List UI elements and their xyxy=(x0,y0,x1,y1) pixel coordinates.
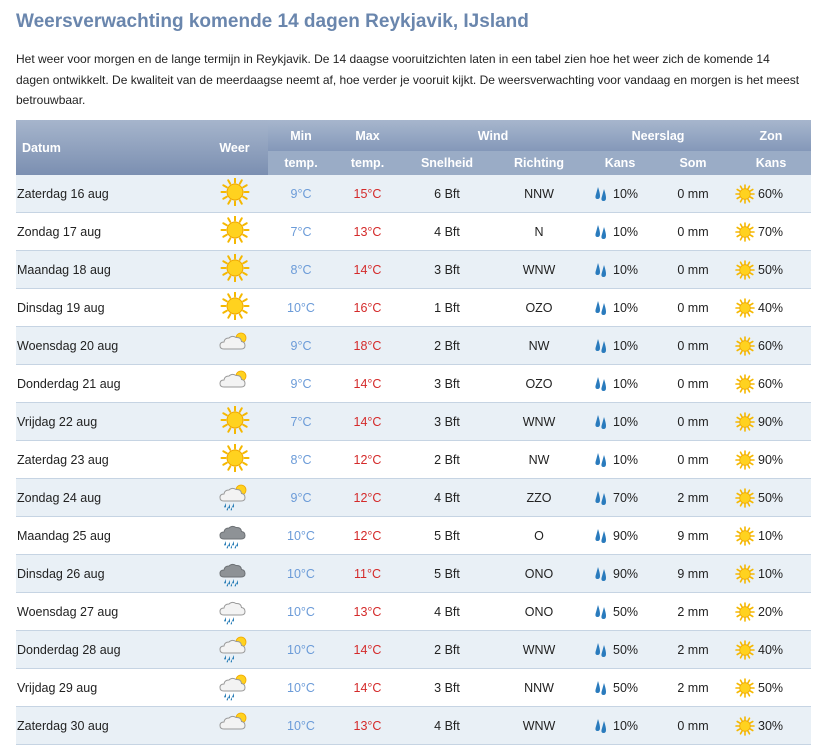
row-date: Zaterdag 16 aug xyxy=(16,175,201,213)
intro-text: Het weer voor morgen en de lange termijn in Reykjavik. De 14 daagse vooruitzichten laten in een tabel zien hoe het weer zich de komende 14 dagen ontwikkelt. De kwaliteit van de meerdaagse neemt af, hoe verder je vooruit kijkt. De weersverwachting voor vandaag en morgen is het meest betrouwbaar. xyxy=(16,52,800,107)
row-sun-chance-cell xyxy=(731,669,811,707)
row-min-temp: 8°C xyxy=(268,251,334,289)
row-rain-sum: 9 mm xyxy=(655,517,731,555)
row-weather xyxy=(201,707,268,745)
row-sun-chance-cell xyxy=(731,289,811,327)
header-min-temp: temp. xyxy=(268,151,334,175)
table-row xyxy=(16,631,811,669)
row-sun-chance: 40% xyxy=(758,300,784,315)
row-date: Woensdag 27 aug xyxy=(16,593,201,631)
table-row xyxy=(16,555,811,593)
row-max-temp: 14°C xyxy=(334,251,401,289)
sun-icon xyxy=(220,444,250,472)
row-rain-chance-cell xyxy=(585,555,655,593)
row-min-temp: 10°C xyxy=(268,707,334,745)
row-wind-speed: 3 Bft xyxy=(401,669,493,707)
sun-icon xyxy=(735,184,755,204)
row-max-temp: 12°C xyxy=(334,441,401,479)
row-max-temp: 14°C xyxy=(334,403,401,441)
sun-icon xyxy=(735,450,755,470)
sun-icon xyxy=(735,374,755,394)
table-row xyxy=(16,365,811,403)
row-date: Maandag 18 aug xyxy=(16,251,201,289)
row-max-temp: 12°C xyxy=(334,517,401,555)
row-sun-chance-cell xyxy=(731,479,811,517)
row-rain-sum: 2 mm xyxy=(655,593,731,631)
row-wind-speed: 2 Bft xyxy=(401,327,493,365)
row-max-temp: 13°C xyxy=(334,707,401,745)
row-min-temp: 8°C xyxy=(268,441,334,479)
row-weather xyxy=(201,365,268,403)
row-rain-sum: 0 mm xyxy=(655,707,731,745)
row-min-temp: 10°C xyxy=(268,289,334,327)
row-sun-chance-cell xyxy=(731,327,811,365)
row-wind-speed: 4 Bft xyxy=(401,593,493,631)
row-rain-chance-cell xyxy=(585,441,655,479)
row-min-temp: 9°C xyxy=(268,175,334,213)
row-wind-direction: WNW xyxy=(493,251,585,289)
row-rain-chance: 50% xyxy=(613,680,639,695)
header-max-temp: temp. xyxy=(334,151,401,175)
raindrop-icon xyxy=(593,223,609,241)
cloud-sun-icon xyxy=(218,709,252,739)
row-wind-direction: NW xyxy=(493,441,585,479)
row-date: Zaterdag 23 aug xyxy=(16,441,201,479)
raindrop-icon xyxy=(593,375,609,393)
forecast-rows xyxy=(16,175,811,745)
row-rain-chance-cell xyxy=(585,289,655,327)
row-sun-chance: 10% xyxy=(758,528,784,543)
sun-icon xyxy=(735,488,755,508)
raindrop-icon xyxy=(593,337,609,355)
row-wind-speed: 5 Bft xyxy=(401,517,493,555)
raindrop-icon xyxy=(593,641,609,659)
header-min: Min xyxy=(268,120,334,151)
table-row xyxy=(16,479,811,517)
row-rain-chance-cell xyxy=(585,251,655,289)
sun-icon xyxy=(735,412,755,432)
sun-icon xyxy=(735,336,755,356)
heavy-rain-icon xyxy=(218,557,252,587)
row-sun-chance-cell xyxy=(731,175,811,213)
row-wind-direction: NW xyxy=(493,327,585,365)
table-row xyxy=(16,517,811,555)
row-sun-chance: 20% xyxy=(758,604,784,619)
row-weather xyxy=(201,669,268,707)
row-wind-direction: O xyxy=(493,517,585,555)
sun-icon xyxy=(735,678,755,698)
row-max-temp: 18°C xyxy=(334,327,401,365)
row-wind-speed: 4 Bft xyxy=(401,213,493,251)
row-rain-chance: 90% xyxy=(613,566,639,581)
row-weather xyxy=(201,289,268,327)
row-sun-chance-cell xyxy=(731,213,811,251)
header-max: Max xyxy=(334,120,401,151)
row-weather xyxy=(201,213,268,251)
sun-icon xyxy=(220,292,250,320)
row-rain-chance: 10% xyxy=(613,186,639,201)
sun-icon xyxy=(735,222,755,242)
row-rain-sum: 0 mm xyxy=(655,365,731,403)
row-date: Zaterdag 30 aug xyxy=(16,707,201,745)
sun-icon xyxy=(735,564,755,584)
raindrop-icon xyxy=(593,299,609,317)
row-rain-chance: 70% xyxy=(613,490,639,505)
row-sun-chance: 50% xyxy=(758,262,784,277)
row-rain-chance-cell xyxy=(585,669,655,707)
row-sun-chance-cell xyxy=(731,707,811,745)
row-rain-sum: 0 mm xyxy=(655,327,731,365)
row-sun-chance: 90% xyxy=(758,414,784,429)
row-max-temp: 14°C xyxy=(334,669,401,707)
row-min-temp: 10°C xyxy=(268,631,334,669)
table-row xyxy=(16,441,811,479)
row-wind-speed: 4 Bft xyxy=(401,707,493,745)
table-row xyxy=(16,669,811,707)
row-rain-chance-cell xyxy=(585,403,655,441)
row-rain-chance: 50% xyxy=(613,604,639,619)
header-wind: Wind xyxy=(401,120,585,151)
row-rain-chance: 10% xyxy=(613,452,639,467)
row-sun-chance-cell xyxy=(731,251,811,289)
row-sun-chance: 60% xyxy=(758,338,784,353)
raindrop-icon xyxy=(593,717,609,735)
table-row xyxy=(16,175,811,213)
row-wind-speed: 3 Bft xyxy=(401,365,493,403)
heavy-rain-icon xyxy=(218,519,252,549)
row-date: Vrijdag 22 aug xyxy=(16,403,201,441)
row-rain-sum: 2 mm xyxy=(655,631,731,669)
row-weather xyxy=(201,175,268,213)
row-wind-direction: N xyxy=(493,213,585,251)
row-min-temp: 10°C xyxy=(268,593,334,631)
row-sun-chance-cell xyxy=(731,555,811,593)
row-sun-chance: 30% xyxy=(758,718,784,733)
row-wind-speed: 1 Bft xyxy=(401,289,493,327)
table-row xyxy=(16,403,811,441)
row-weather xyxy=(201,403,268,441)
cloud-sun-icon xyxy=(218,367,252,397)
table-row xyxy=(16,289,811,327)
row-sun-chance-cell xyxy=(731,631,811,669)
row-wind-speed: 4 Bft xyxy=(401,479,493,517)
raindrop-icon xyxy=(593,603,609,621)
row-rain-chance: 10% xyxy=(613,718,639,733)
row-sun-chance-cell xyxy=(731,403,811,441)
table-row xyxy=(16,707,811,745)
row-rain-sum: 0 mm xyxy=(655,251,731,289)
row-max-temp: 16°C xyxy=(334,289,401,327)
row-wind-direction: WNW xyxy=(493,631,585,669)
row-rain-chance: 50% xyxy=(613,642,639,657)
sun-icon xyxy=(220,254,250,282)
page-title: Weersverwachting komende 14 dagen Reykjavik, IJsland xyxy=(16,11,529,32)
row-sun-chance-cell xyxy=(731,593,811,631)
row-rain-chance: 10% xyxy=(613,262,639,277)
row-wind-speed: 2 Bft xyxy=(401,441,493,479)
raindrop-icon xyxy=(593,489,609,507)
sun-icon xyxy=(735,298,755,318)
row-date: Zondag 17 aug xyxy=(16,213,201,251)
sun-icon xyxy=(735,716,755,736)
raindrop-icon xyxy=(593,679,609,697)
row-date: Dinsdag 26 aug xyxy=(16,555,201,593)
header-snelheid: Snelheid xyxy=(401,151,493,175)
row-sun-chance: 10% xyxy=(758,566,784,581)
sun-icon xyxy=(220,406,250,434)
sun-icon xyxy=(735,526,755,546)
row-wind-direction: OZO xyxy=(493,289,585,327)
row-rain-sum: 2 mm xyxy=(655,479,731,517)
row-max-temp: 14°C xyxy=(334,365,401,403)
raindrop-icon xyxy=(593,565,609,583)
sun-icon xyxy=(220,178,250,206)
row-sun-chance-cell xyxy=(731,441,811,479)
row-max-temp: 12°C xyxy=(334,479,401,517)
row-rain-chance: 10% xyxy=(613,338,639,353)
row-weather xyxy=(201,631,268,669)
row-min-temp: 10°C xyxy=(268,555,334,593)
row-rain-sum: 0 mm xyxy=(655,289,731,327)
raindrop-icon xyxy=(593,261,609,279)
row-wind-direction: OZO xyxy=(493,365,585,403)
row-max-temp: 14°C xyxy=(334,631,401,669)
raindrop-icon xyxy=(593,413,609,431)
row-weather xyxy=(201,327,268,365)
cloud-sun-rain-icon xyxy=(218,481,252,511)
cloud-sun-rain-icon xyxy=(218,633,252,663)
header-som: Som xyxy=(655,151,731,175)
row-min-temp: 9°C xyxy=(268,365,334,403)
raindrop-icon xyxy=(593,451,609,469)
row-wind-speed: 2 Bft xyxy=(401,631,493,669)
row-sun-chance: 90% xyxy=(758,452,784,467)
row-rain-chance: 10% xyxy=(613,224,639,239)
table-row xyxy=(16,251,811,289)
row-rain-sum: 0 mm xyxy=(655,441,731,479)
row-min-temp: 7°C xyxy=(268,403,334,441)
header-zon: Zon xyxy=(731,120,811,151)
row-wind-speed: 3 Bft xyxy=(401,251,493,289)
row-wind-speed: 3 Bft xyxy=(401,403,493,441)
row-sun-chance: 60% xyxy=(758,186,784,201)
row-rain-chance: 10% xyxy=(613,376,639,391)
sun-icon xyxy=(735,260,755,280)
row-rain-chance-cell xyxy=(585,175,655,213)
row-date: Woensdag 20 aug xyxy=(16,327,201,365)
row-wind-speed: 5 Bft xyxy=(401,555,493,593)
row-rain-chance-cell xyxy=(585,365,655,403)
header-weer: Weer xyxy=(201,120,268,175)
sun-icon xyxy=(735,640,755,660)
row-wind-direction: ONO xyxy=(493,555,585,593)
table-row xyxy=(16,213,811,251)
raindrop-icon xyxy=(593,185,609,203)
row-max-temp: 13°C xyxy=(334,593,401,631)
row-sun-chance: 50% xyxy=(758,490,784,505)
header-kans: Kans xyxy=(585,151,655,175)
row-min-temp: 10°C xyxy=(268,517,334,555)
row-rain-chance-cell xyxy=(585,479,655,517)
row-weather xyxy=(201,479,268,517)
header-neerslag: Neerslag xyxy=(585,120,731,151)
row-sun-chance-cell xyxy=(731,517,811,555)
row-rain-chance-cell xyxy=(585,631,655,669)
row-wind-direction: WNW xyxy=(493,707,585,745)
cloud-sun-icon xyxy=(218,329,252,359)
row-date: Maandag 25 aug xyxy=(16,517,201,555)
cloud-sun-rain-icon xyxy=(218,671,252,701)
row-date: Dinsdag 19 aug xyxy=(16,289,201,327)
row-wind-speed: 6 Bft xyxy=(401,175,493,213)
row-sun-chance: 50% xyxy=(758,680,784,695)
row-date: Zondag 24 aug xyxy=(16,479,201,517)
forecast-table xyxy=(16,120,811,745)
sun-icon xyxy=(220,216,250,244)
row-weather xyxy=(201,441,268,479)
raindrop-icon xyxy=(593,527,609,545)
row-weather xyxy=(201,517,268,555)
header-datum: Datum xyxy=(16,120,201,175)
row-min-temp: 9°C xyxy=(268,327,334,365)
row-wind-direction: ONO xyxy=(493,593,585,631)
row-rain-sum: 0 mm xyxy=(655,213,731,251)
row-rain-sum: 2 mm xyxy=(655,669,731,707)
row-rain-chance-cell xyxy=(585,327,655,365)
row-max-temp: 13°C xyxy=(334,213,401,251)
row-date: Vrijdag 29 aug xyxy=(16,669,201,707)
row-rain-chance-cell xyxy=(585,213,655,251)
table-row xyxy=(16,593,811,631)
row-rain-chance: 10% xyxy=(613,300,639,315)
sun-icon xyxy=(735,602,755,622)
row-rain-chance-cell xyxy=(585,707,655,745)
row-wind-direction: NNW xyxy=(493,175,585,213)
header-zon-kans: Kans xyxy=(731,151,811,175)
header-richting: Richting xyxy=(493,151,585,175)
row-wind-direction: NNW xyxy=(493,669,585,707)
row-min-temp: 10°C xyxy=(268,669,334,707)
row-date: Donderdag 28 aug xyxy=(16,631,201,669)
row-weather xyxy=(201,555,268,593)
row-max-temp: 15°C xyxy=(334,175,401,213)
row-weather xyxy=(201,593,268,631)
row-rain-chance: 10% xyxy=(613,414,639,429)
row-rain-chance-cell xyxy=(585,593,655,631)
row-date: Donderdag 21 aug xyxy=(16,365,201,403)
row-max-temp: 11°C xyxy=(334,555,401,593)
table-row xyxy=(16,327,811,365)
row-min-temp: 9°C xyxy=(268,479,334,517)
row-sun-chance-cell xyxy=(731,365,811,403)
row-sun-chance: 70% xyxy=(758,224,784,239)
row-rain-chance: 90% xyxy=(613,528,639,543)
row-rain-sum: 9 mm xyxy=(655,555,731,593)
row-rain-sum: 0 mm xyxy=(655,175,731,213)
row-rain-chance-cell xyxy=(585,517,655,555)
row-wind-direction: WNW xyxy=(493,403,585,441)
row-sun-chance: 60% xyxy=(758,376,784,391)
row-min-temp: 7°C xyxy=(268,213,334,251)
row-wind-direction: ZZO xyxy=(493,479,585,517)
row-rain-sum: 0 mm xyxy=(655,403,731,441)
row-weather xyxy=(201,251,268,289)
cloud-rain-icon xyxy=(218,595,252,625)
row-sun-chance: 40% xyxy=(758,642,784,657)
